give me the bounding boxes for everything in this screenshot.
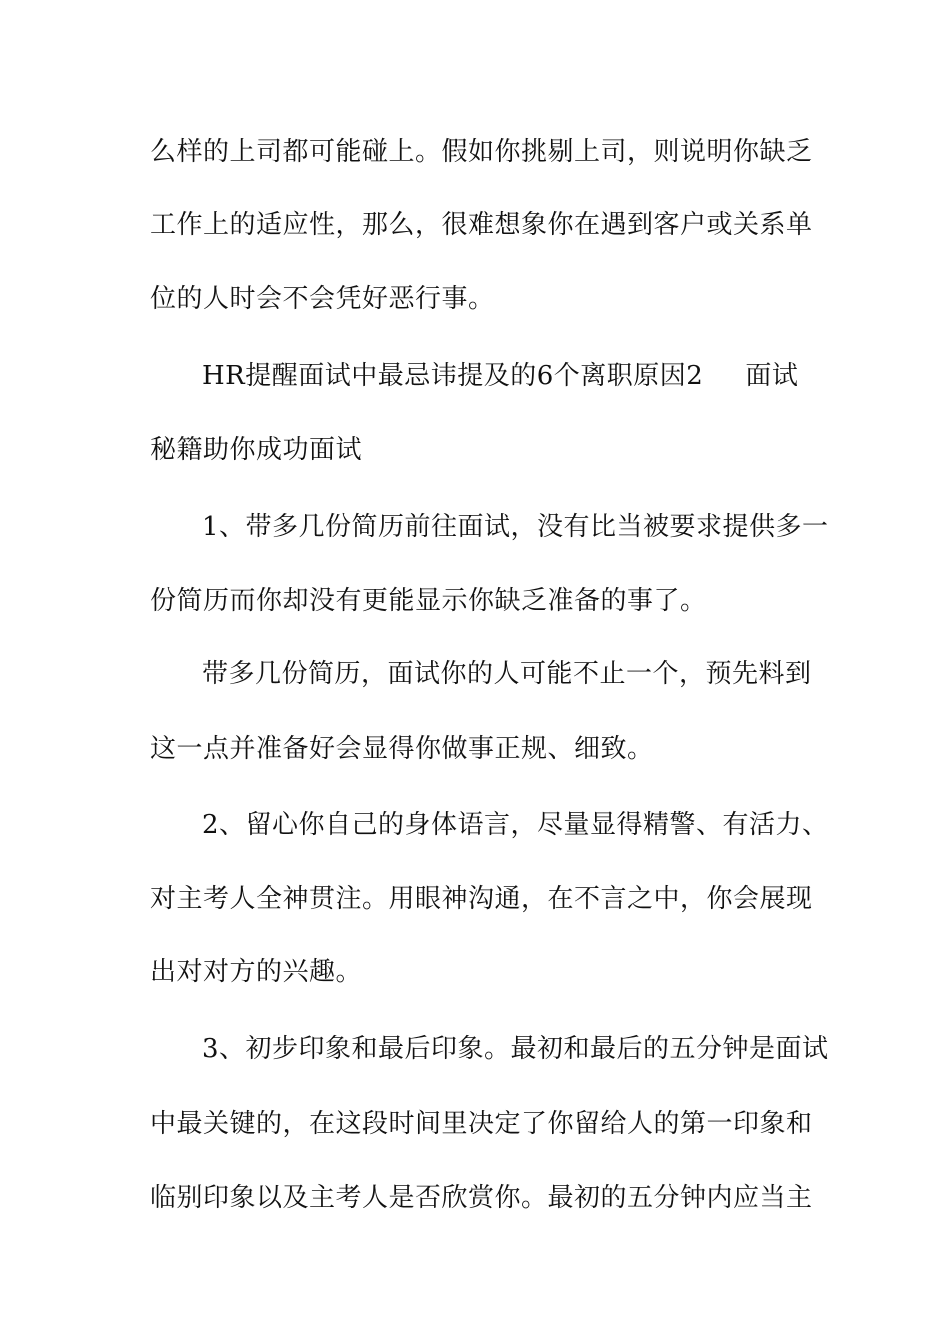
text-line-paragraph: 带多几份简历，面试你的人可能不止一个，预先料到 — [202, 659, 812, 689]
text-line-3: 位的人时会不会凭好恶行事。 — [150, 284, 495, 314]
text-line-tip-1-cont: 份简历而你却没有更能显示你缺乏准备的事了。 — [150, 586, 707, 616]
text-line-tip-2: 2、留心你自己的身体语言，尽量显得精警、有活力、 — [202, 810, 829, 840]
section-heading-tail: 面试 — [745, 361, 799, 391]
text-line-tip-2-cont-2: 出对对方的兴趣。 — [150, 957, 363, 987]
text-line-tip-1: 1、带多几份简历前往面试，没有比当被要求提供多一 — [202, 512, 829, 542]
section-heading-continued: 秘籍助你成功面试 — [150, 435, 363, 465]
text-line-tip-3-cont-1: 中最关键的，在这段时间里决定了你留给人的第一印象和 — [150, 1109, 813, 1139]
text-line-2: 工作上的适应性，那么，很难想象你在遇到客户或关系单 — [150, 210, 813, 240]
section-heading-title: HR提醒面试中最忌讳提及的6个离职原因2 — [202, 361, 704, 391]
text-line-1: 么样的上司都可能碰上。假如你挑剔上司，则说明你缺乏 — [150, 137, 813, 167]
text-line-tip-3: 3、初步印象和最后印象。最初和最后的五分钟是面试 — [202, 1034, 829, 1064]
section-heading — [202, 356, 798, 396]
text-line-tip-2-cont-1: 对主考人全神贯注。用眼神沟通，在不言之中，你会展现 — [150, 884, 813, 914]
text-line-paragraph-cont: 这一点并准备好会显得你做事正规、细致。 — [150, 734, 654, 764]
text-line-tip-3-cont-2: 临别印象以及主考人是否欣赏你。最初的五分钟内应当主 — [150, 1183, 813, 1213]
